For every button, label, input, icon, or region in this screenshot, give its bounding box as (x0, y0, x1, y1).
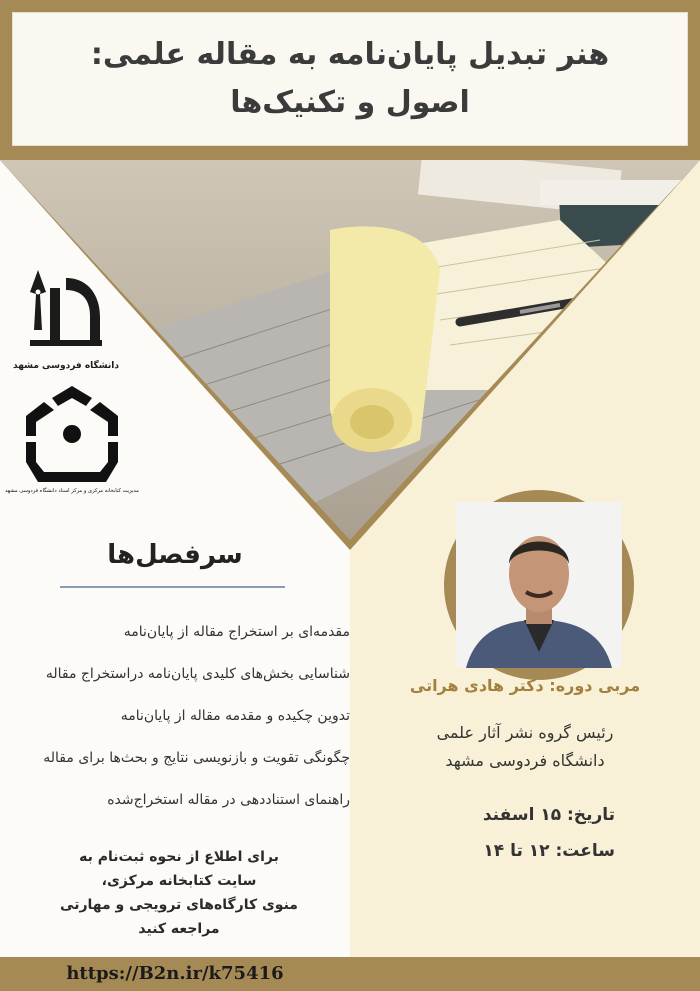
topic-item: شناسایی بخش‌های کلیدی پایان‌نامه دراستخراج مقاله (45, 666, 350, 682)
event-time: ساعت: ۱۲ تا ۱۴ (483, 841, 615, 861)
registration-line: سایت کتابخانه مرکزی، (101, 873, 257, 889)
title-box (12, 12, 688, 146)
central-library-logo (5, 386, 139, 496)
topic-item: چگونگی تقویت و بازنویسی نتایج و بحث‌ها برای مقاله (43, 750, 350, 766)
topic-item: مقدمه‌ای بر استخراج مقاله از پایان‌نامه (123, 624, 350, 640)
university-logo-caption: دانشگاه فردوسی مشهد (13, 361, 119, 371)
library-logo-caption: مدیریت کتابخانه مرکزی و مرکز اسناد دانشگاه فردوسی مشهد (5, 488, 139, 494)
trainer-portrait (456, 502, 622, 668)
trainer-name: مربی دوره: دکتر هادی هراتی (409, 676, 641, 695)
registration-link[interactable]: https://B2n.ir/k75416 (66, 963, 284, 984)
title-line-2: اصول و تکنیک‌ها (230, 85, 470, 120)
registration-line: منوی کارگاه‌های ترویجی و مهارتی (60, 897, 298, 913)
event-date: تاریخ: ۱۵ اسفند (482, 805, 615, 825)
trainer-position (360, 719, 690, 775)
topic-item: تدوین چکیده و مقدمه مقاله از پایان‌نامه (120, 708, 350, 724)
schedule (430, 797, 615, 869)
registration-note (20, 845, 338, 941)
topics-heading: سرفصل‌ها (107, 540, 243, 570)
topics-list (5, 618, 350, 828)
title-line-1: هنر تبدیل پایان‌نامه به مقاله علمی: (90, 37, 610, 72)
registration-line: مراجعه کنید (138, 921, 220, 937)
position-line-1: رئیس گروه نشر آثار علمی (436, 723, 614, 742)
heading-divider (60, 586, 285, 588)
ferdowsi-university-logo (13, 270, 119, 380)
position-line-2: دانشگاه فردوسی مشهد (445, 751, 605, 770)
topic-item: راهنمای استناددهی در مقاله استخراج‌شده (107, 792, 350, 808)
registration-line: برای اطلاع از نحوه ثبت‌نام به (79, 849, 279, 865)
